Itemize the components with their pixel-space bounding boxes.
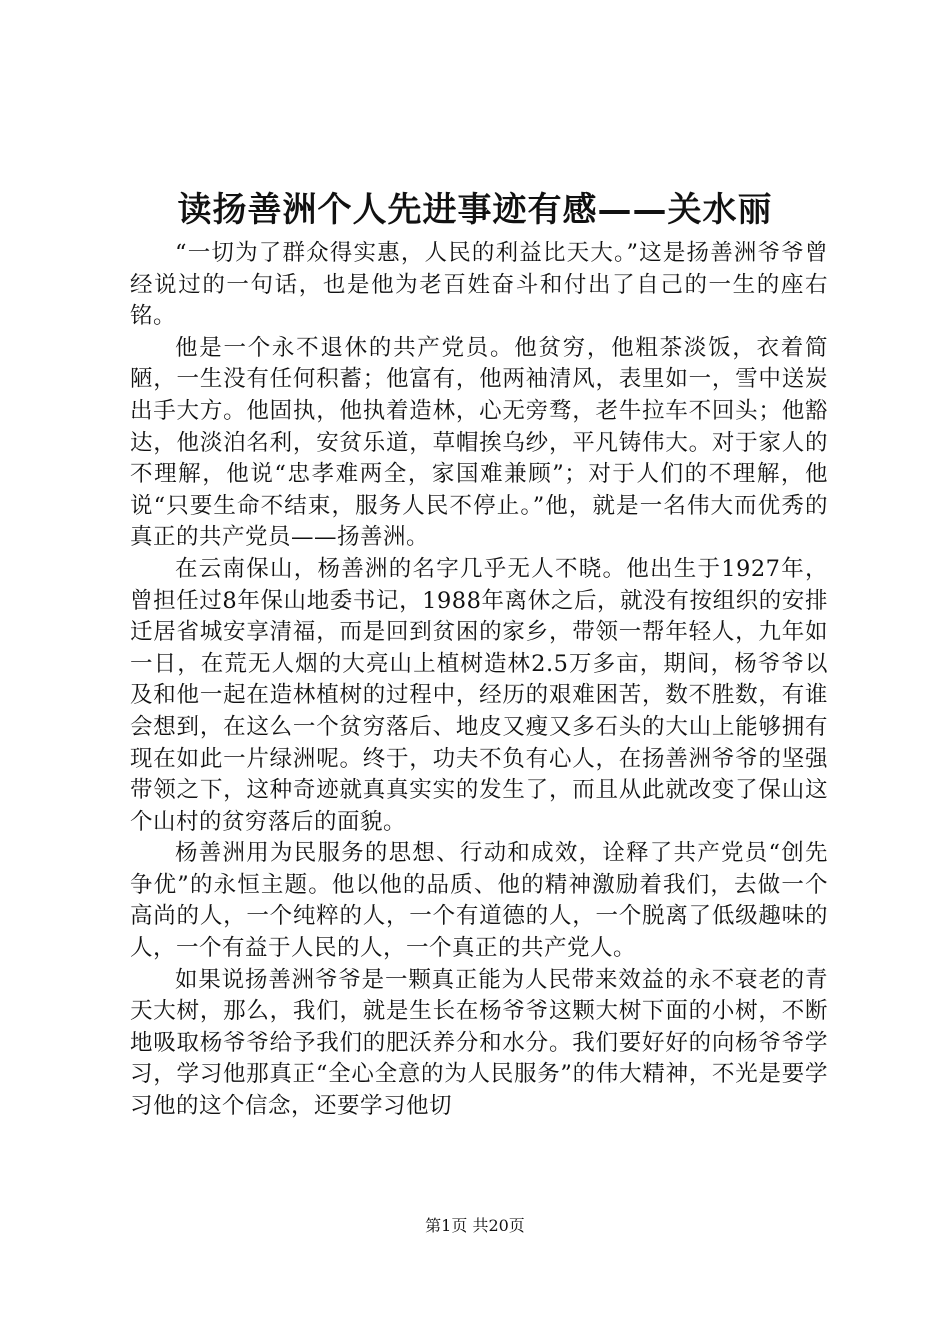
paragraph-2: 他是一个永不退休的共产党员。他贫穷，他粗茶淡饭，衣着简陋，一生没有任何积蓄；他富有，他两袖清风，表里如一，雪中送炭出手大方。他固执，他执着造林，心无旁骛，老牛拉车不回头；他豁达，他淡泊名利，安贫乐道，草帽挨乌纱，平凡铸伟大。对于家人的不理解，他说“忠孝难两全，家国难兼顾”；对于人们的不理解，他说“只要生命不结束，服务人民不停止。”他，就是一名伟大而优秀的真正的共产党员——扬善洲。 — [130, 334, 828, 551]
paragraph-3: 在云南保山，杨善洲的名字几乎无人不晓。他出生于1927年，曾担任过8年保山地委书记，1988年离休之后，就没有按组织的安排迁居省城安享清福，而是回到贫困的家乡，带领一帮年轻人，九年如一日，在荒无人烟的大亮山上植树造林2.5万多亩，期间，杨爷爷以及和他一起在造林植树的过程中，经历的艰难困苦，数不胜数，有谁会想到，在这么一个贫穷落后、地皮又瘦又多石头的大山上能够拥有现在如此一片绿洲呢。终于，功夫不负有心人，在扬善洲爷爷的坚强带领之下，这种奇迹就真真实实的发生了，而且从此就改变了保山这个山村的贫穷落后的面貌。 — [130, 555, 828, 835]
page-number-footer: 第1页 共20页 — [425, 1216, 525, 1235]
document-title: 读扬善洲个人先进事迹有感——关水丽 — [177, 190, 773, 230]
paragraph-4: 杨善洲用为民服务的思想、行动和成效，诠释了共产党员“创先争优”的永恒主题。他以他的品质、他的精神激励着我们，去做一个高尚的人，一个纯粹的人，一个有道德的人，一个脱离了低级趣味的人，一个有益于人民的人，一个真正的共产党人。 — [130, 840, 828, 962]
document-body — [130, 238, 828, 1123]
paragraph-1: “一切为了群众得实惠，人民的利益比天大。”这是扬善洲爷爷曾经说过的一句话，也是他为老百姓奋斗和付出了自己的一生的座右铭。 — [130, 240, 828, 330]
paragraph-5: 如果说扬善洲爷爷是一颗真正能为人民带来效益的永不衰老的青天大树，那么，我们，就是生长在杨爷爷这颗大树下面的小树，不断地吸取杨爷爷给予我们的肥沃养分和水分。我们要好好的向杨爷爷学习，学习他那真正“全心全意的为人民服务”的伟大精神，不光是要学习他的这个信念，还要学习他切 — [130, 966, 828, 1120]
